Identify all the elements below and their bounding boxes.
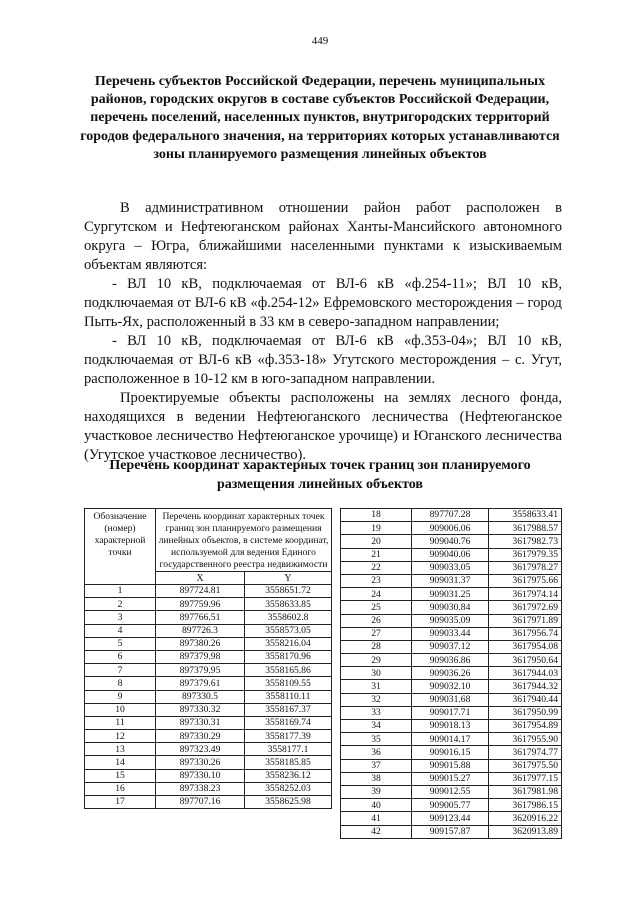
table-row xyxy=(341,772,562,785)
coord-y: 3617971.89 xyxy=(489,614,562,627)
coord-y: 3617975.66 xyxy=(489,574,562,587)
table-row xyxy=(85,637,332,650)
point-number: 42 xyxy=(341,825,412,838)
coord-x: 909157.87 xyxy=(412,825,489,838)
table-row xyxy=(341,522,562,535)
coord-y: 3558651.72 xyxy=(245,585,332,598)
point-number: 29 xyxy=(341,654,412,667)
left-table-body xyxy=(85,585,332,809)
coord-y: 3617975.50 xyxy=(489,759,562,772)
coord-x: 909031.37 xyxy=(412,574,489,587)
point-number: 32 xyxy=(341,693,412,706)
table-row xyxy=(341,680,562,693)
table-row xyxy=(341,812,562,825)
point-number: 4 xyxy=(85,624,156,637)
table-row xyxy=(341,654,562,667)
paragraph-intro: В административном отношении район работ расположен в Сургутском и Нефтеюганском районах Ханты-Мансийского автономного округа – Югра, ближайшими населенными пунктами к изыскиваемым объектам являются: xyxy=(84,200,562,273)
point-number: 12 xyxy=(85,730,156,743)
table-row xyxy=(85,796,332,809)
coord-y: 3617950.64 xyxy=(489,654,562,667)
coord-y: 3617954.08 xyxy=(489,640,562,653)
point-number: 16 xyxy=(85,782,156,795)
coord-x: 897766.51 xyxy=(156,611,245,624)
coord-x: 909036.86 xyxy=(412,654,489,667)
table-row xyxy=(341,693,562,706)
table-row xyxy=(85,782,332,795)
point-number: 34 xyxy=(341,720,412,733)
coord-y: 3558216.04 xyxy=(245,637,332,650)
coord-x: 897330.32 xyxy=(156,703,245,716)
point-number: 14 xyxy=(85,756,156,769)
coord-y: 3558625.98 xyxy=(245,796,332,809)
table-row xyxy=(85,716,332,729)
table-row xyxy=(341,720,562,733)
point-number: 33 xyxy=(341,706,412,719)
coord-x: 909031.68 xyxy=(412,693,489,706)
table-row xyxy=(341,746,562,759)
table-row xyxy=(341,601,562,614)
coord-x: 909123.44 xyxy=(412,812,489,825)
point-number: 39 xyxy=(341,785,412,798)
table-row xyxy=(341,706,562,719)
coord-y: 3558165.86 xyxy=(245,664,332,677)
table-row xyxy=(341,509,562,522)
header-designation: Обозначение (номер) характерной точки xyxy=(85,509,156,585)
coord-x: 909016.15 xyxy=(412,746,489,759)
coord-y: 3558169.74 xyxy=(245,716,332,729)
coord-y: 3617940.44 xyxy=(489,693,562,706)
table-row xyxy=(341,627,562,640)
coord-y: 3558602.8 xyxy=(245,611,332,624)
paragraph-forest-fund: Проектируемые объекты расположены на землях лесного фонда, находящихся в ведении Нефтеюганского лесничества (Нефтеюганское участковое лесничество Нефтеюганское урочище) и Юганского лесничества (Угутское участковое лесничество). xyxy=(84,390,562,463)
table-row xyxy=(85,690,332,703)
point-number: 10 xyxy=(85,703,156,716)
coord-x: 897707.28 xyxy=(412,509,489,522)
point-number: 35 xyxy=(341,733,412,746)
point-number: 26 xyxy=(341,614,412,627)
header-y: Y xyxy=(245,572,332,585)
table-row xyxy=(85,624,332,637)
coord-y: 3558177.1 xyxy=(245,743,332,756)
point-number: 18 xyxy=(341,509,412,522)
coord-y: 3558110.11 xyxy=(245,690,332,703)
point-number: 21 xyxy=(341,548,412,561)
coord-y: 3617956.74 xyxy=(489,627,562,640)
coord-y: 3558170.96 xyxy=(245,650,332,663)
coord-y: 3558177.39 xyxy=(245,730,332,743)
coord-x: 909014.17 xyxy=(412,733,489,746)
document-title: Перечень субъектов Российской Федерации, перечень муниципальных районов, городских округов в составе субъектов Российской Федерации, перечень поселений, населенных пунктов, внутригородских территорий городов федерального значения, на территориях которых устанавливаются зоны планируемого размещения линейных объектов xyxy=(80,74,560,162)
coord-y: 3617955.90 xyxy=(489,733,562,746)
coord-x: 909031.25 xyxy=(412,588,489,601)
table-row xyxy=(85,756,332,769)
coord-x: 909037.12 xyxy=(412,640,489,653)
coord-x: 909017.71 xyxy=(412,706,489,719)
coord-x: 897724.81 xyxy=(156,585,245,598)
table-row xyxy=(85,769,332,782)
point-number: 28 xyxy=(341,640,412,653)
point-number: 19 xyxy=(341,522,412,535)
coord-y: 3558185.85 xyxy=(245,756,332,769)
table-row xyxy=(341,588,562,601)
coord-y: 3617988.57 xyxy=(489,522,562,535)
coord-x: 909005.77 xyxy=(412,799,489,812)
coord-y: 3617978.27 xyxy=(489,561,562,574)
point-number: 9 xyxy=(85,690,156,703)
table-row xyxy=(341,785,562,798)
coord-y: 3617974.77 xyxy=(489,746,562,759)
page-number: 449 xyxy=(311,35,329,47)
coord-x: 897380.26 xyxy=(156,637,245,650)
coord-x: 897379.61 xyxy=(156,677,245,690)
coord-y: 3617979.35 xyxy=(489,548,562,561)
point-number: 25 xyxy=(341,601,412,614)
point-number: 8 xyxy=(85,677,156,690)
table-title: Перечень координат характерных точек границ зон планируемого размещения линейных объектов xyxy=(109,458,531,492)
coord-x: 897330.26 xyxy=(156,756,245,769)
point-number: 24 xyxy=(341,588,412,601)
point-number: 41 xyxy=(341,812,412,825)
coord-x: 909012.55 xyxy=(412,785,489,798)
table-row xyxy=(341,733,562,746)
point-number: 31 xyxy=(341,680,412,693)
coord-y: 3617954.89 xyxy=(489,720,562,733)
coord-x: 897323.49 xyxy=(156,743,245,756)
point-number: 23 xyxy=(341,574,412,587)
table-row xyxy=(85,743,332,756)
table-row xyxy=(341,799,562,812)
coord-x: 909015.88 xyxy=(412,759,489,772)
coord-x: 909040.06 xyxy=(412,548,489,561)
coord-x: 897338.23 xyxy=(156,782,245,795)
point-number: 5 xyxy=(85,637,156,650)
table-row xyxy=(341,574,562,587)
table-row xyxy=(341,535,562,548)
table-row xyxy=(341,614,562,627)
coord-y: 3617950.99 xyxy=(489,706,562,719)
coord-x: 897330.5 xyxy=(156,690,245,703)
coord-x: 897379.98 xyxy=(156,650,245,663)
coord-x: 909035.09 xyxy=(412,614,489,627)
table-row xyxy=(85,703,332,716)
point-number: 6 xyxy=(85,650,156,663)
point-number: 20 xyxy=(341,535,412,548)
coord-x: 897330.31 xyxy=(156,716,245,729)
table-row xyxy=(341,561,562,574)
coord-x: 897330.29 xyxy=(156,730,245,743)
header-coordinates: Перечень координат характерных точек границ зон планируемого размещения линейных объектов, в системе координат, используемой для ведения Единого государственного реестра недвижимости xyxy=(156,509,332,572)
coord-y: 3558633.85 xyxy=(245,598,332,611)
point-number: 17 xyxy=(85,796,156,809)
coord-x: 897707.16 xyxy=(156,796,245,809)
coord-y: 3617981.98 xyxy=(489,785,562,798)
coord-y: 3620916.22 xyxy=(489,812,562,825)
table-row xyxy=(341,640,562,653)
coord-x: 909006.06 xyxy=(412,522,489,535)
coord-y: 3558573.05 xyxy=(245,624,332,637)
coord-x: 897726.3 xyxy=(156,624,245,637)
point-number: 37 xyxy=(341,759,412,772)
coord-x: 909040.76 xyxy=(412,535,489,548)
table-row xyxy=(85,650,332,663)
table-row xyxy=(341,667,562,680)
paragraph-ugutskoye: - ВЛ 10 кВ, подключаемая от ВЛ-6 кВ «ф.353-04»; ВЛ 10 кВ, подключаемая от ВЛ-6 кВ «ф.353-18» Угутского месторождения – с. Угут, расположенное в 10-12 км в юго-западном направлении. xyxy=(84,333,562,387)
point-number: 38 xyxy=(341,772,412,785)
coord-y: 3617944.03 xyxy=(489,667,562,680)
coord-x: 897379.95 xyxy=(156,664,245,677)
coord-y: 3620913.89 xyxy=(489,825,562,838)
coord-y: 3617977.15 xyxy=(489,772,562,785)
coord-y: 3617974.14 xyxy=(489,588,562,601)
coord-y: 3617982.73 xyxy=(489,535,562,548)
point-number: 13 xyxy=(85,743,156,756)
right-table-body xyxy=(341,509,562,839)
point-number: 1 xyxy=(85,585,156,598)
coord-x: 909033.44 xyxy=(412,627,489,640)
table-row xyxy=(341,759,562,772)
coord-y: 3558236.12 xyxy=(245,769,332,782)
coord-x: 909015.27 xyxy=(412,772,489,785)
coord-x: 909030.84 xyxy=(412,601,489,614)
table-row xyxy=(85,598,332,611)
point-number: 3 xyxy=(85,611,156,624)
coord-x: 909018.13 xyxy=(412,720,489,733)
point-number: 15 xyxy=(85,769,156,782)
point-number: 11 xyxy=(85,716,156,729)
coord-x: 909032.10 xyxy=(412,680,489,693)
table-row xyxy=(85,677,332,690)
paragraph-efremovskoye: - ВЛ 10 кВ, подключаемая от ВЛ-6 кВ «ф.254-11»; ВЛ 10 кВ, подключаемая от ВЛ-6 кВ «ф.254-12» Ефремовского месторождения – город Пыть-Ях, расположенный в 33 км в северо-западном направлении; xyxy=(84,276,562,330)
coord-y: 3558633.41 xyxy=(489,509,562,522)
body-text xyxy=(84,199,562,465)
header-x: X xyxy=(156,572,245,585)
coord-y: 3617986.15 xyxy=(489,799,562,812)
table-row xyxy=(85,611,332,624)
coord-y: 3558167.37 xyxy=(245,703,332,716)
coordinates-table-left xyxy=(84,508,332,809)
coord-y: 3558109.55 xyxy=(245,677,332,690)
coord-x: 897330.10 xyxy=(156,769,245,782)
point-number: 40 xyxy=(341,799,412,812)
table-row xyxy=(85,664,332,677)
point-number: 30 xyxy=(341,667,412,680)
point-number: 22 xyxy=(341,561,412,574)
point-number: 7 xyxy=(85,664,156,677)
table-row xyxy=(341,825,562,838)
coord-x: 897759.96 xyxy=(156,598,245,611)
point-number: 2 xyxy=(85,598,156,611)
coordinates-table-right xyxy=(340,508,562,839)
coord-x: 909036.26 xyxy=(412,667,489,680)
coord-x: 909033.05 xyxy=(412,561,489,574)
coord-y: 3558252.03 xyxy=(245,782,332,795)
point-number: 36 xyxy=(341,746,412,759)
coord-y: 3617944.32 xyxy=(489,680,562,693)
table-row xyxy=(85,730,332,743)
table-row xyxy=(85,585,332,598)
point-number: 27 xyxy=(341,627,412,640)
coord-y: 3617972.69 xyxy=(489,601,562,614)
table-row xyxy=(341,548,562,561)
